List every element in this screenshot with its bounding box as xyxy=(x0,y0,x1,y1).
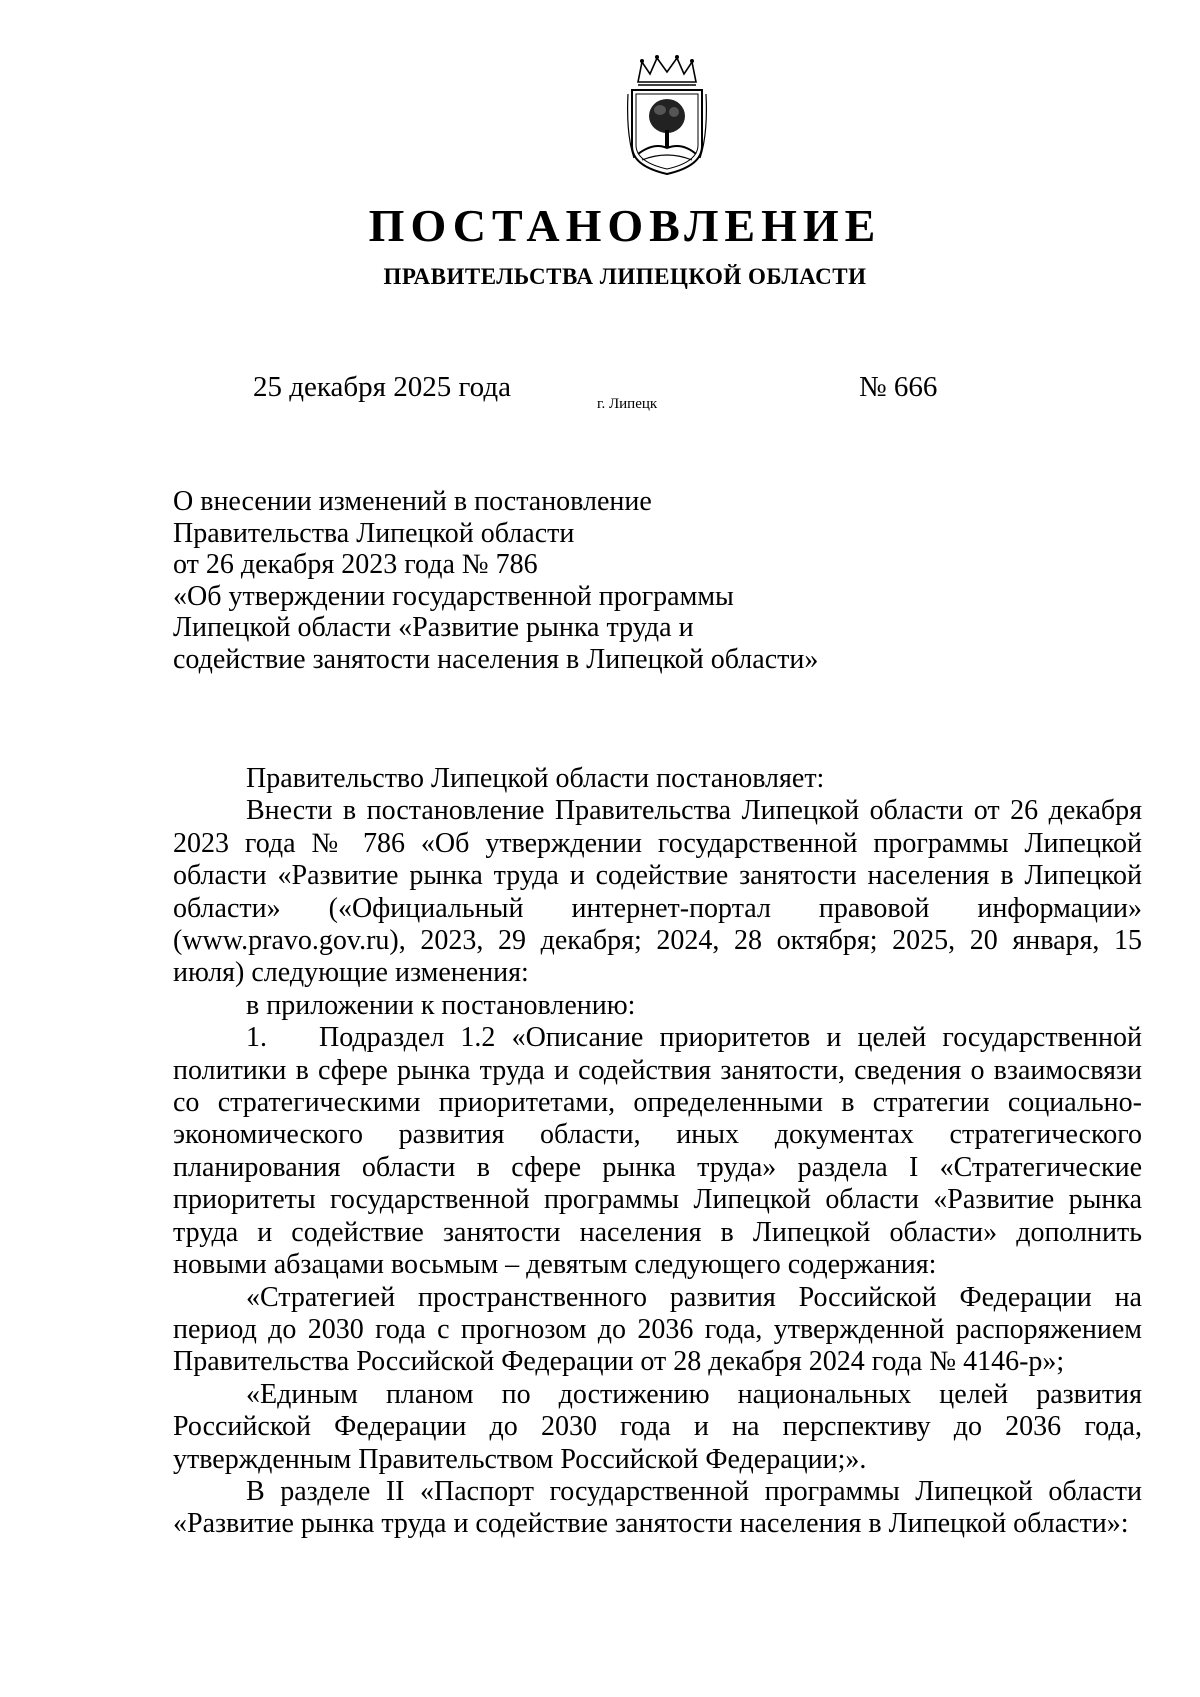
coat-of-arms-icon xyxy=(624,54,710,178)
document-title: ПОСТАНОВЛЕНИЕ xyxy=(368,200,882,251)
subject-line: содействие занятости населения в Липецкой области» xyxy=(173,643,819,675)
subject-line: «Об утверждении государственной программы xyxy=(173,580,734,612)
paragraph-preamble: Правительство Липецкой области постановляет: xyxy=(246,763,825,794)
document-date: 25 декабря 2025 года xyxy=(253,371,511,403)
item-text: Подраздел 1.2 «Описание приоритетов и целей государственной политики в сфере рынка труда и содействия занятости, сведения о взаимосвязи со стратегическими приоритетами, определенными в стратегии социально-экономического развития области, иных документах стратегического планирования области в сфере рынка труда» раздела I «Стратегические приоритеты государственной программы Липецкой области «Развитие рынка труда и содействие занятости населения в Липецкой области» дополнить новыми абзацами восьмым – девятым следующего содержания: xyxy=(173,1022,1142,1281)
document-subject xyxy=(173,486,893,675)
item-number: 1. xyxy=(246,1022,267,1054)
subject-line: от 26 декабря 2023 года № 786 xyxy=(173,549,538,580)
document-body xyxy=(173,763,1142,1541)
document-number: № 666 xyxy=(859,371,938,403)
paragraph-item-1 xyxy=(173,1022,1142,1281)
paragraph-quote-strategy: «Стратегией пространственного развития Российской Федерации на период до 2030 года с прогнозом до 2036 года, утвержденной распоряжением Правительства Российской Федерации от 28 декабря 2024 года № 4146-р»; xyxy=(173,1281,1142,1378)
subject-line: Правительства Липецкой области xyxy=(173,517,575,549)
document-city: г. Липецк xyxy=(597,396,658,412)
subject-line: Липецкой области «Развитие рынка труда и xyxy=(173,612,694,643)
paragraph-quote-plan: «Единым планом по достижению национальных целей развития Российской Федерации до 2030 года и на перспективу до 2036 года, утвержденным Правительством Российской Федерации;». xyxy=(173,1378,1142,1475)
subject-line: О внесении изменений в постановление xyxy=(173,486,652,517)
paragraph-appendix: в приложении к постановлению: xyxy=(246,989,636,1021)
paragraph-amendment: Внести в постановление Правительства Липецкой области от 26 декабря 2023 года № 786 «Об утверждении государственной программы Липецкой области «Развитие рынка труда и содействие занятости населения в Липецкой области» («Официальный интернет-портал правовой информации» (www.pravo.gov.ru), 2023, 29 декабря; 2024, 28 октября; 2025, 20 января, 15 июля) следующие изменения: xyxy=(173,795,1142,989)
paragraph-section-2: В разделе II «Паспорт государственной программы Липецкой области «Развитие рынка труда и содействие занятости населения в Липецкой области»: xyxy=(173,1475,1142,1540)
issuer-name: ПРАВИТЕЛЬСТВА ЛИПЕЦКОЙ ОБЛАСТИ xyxy=(383,264,867,289)
